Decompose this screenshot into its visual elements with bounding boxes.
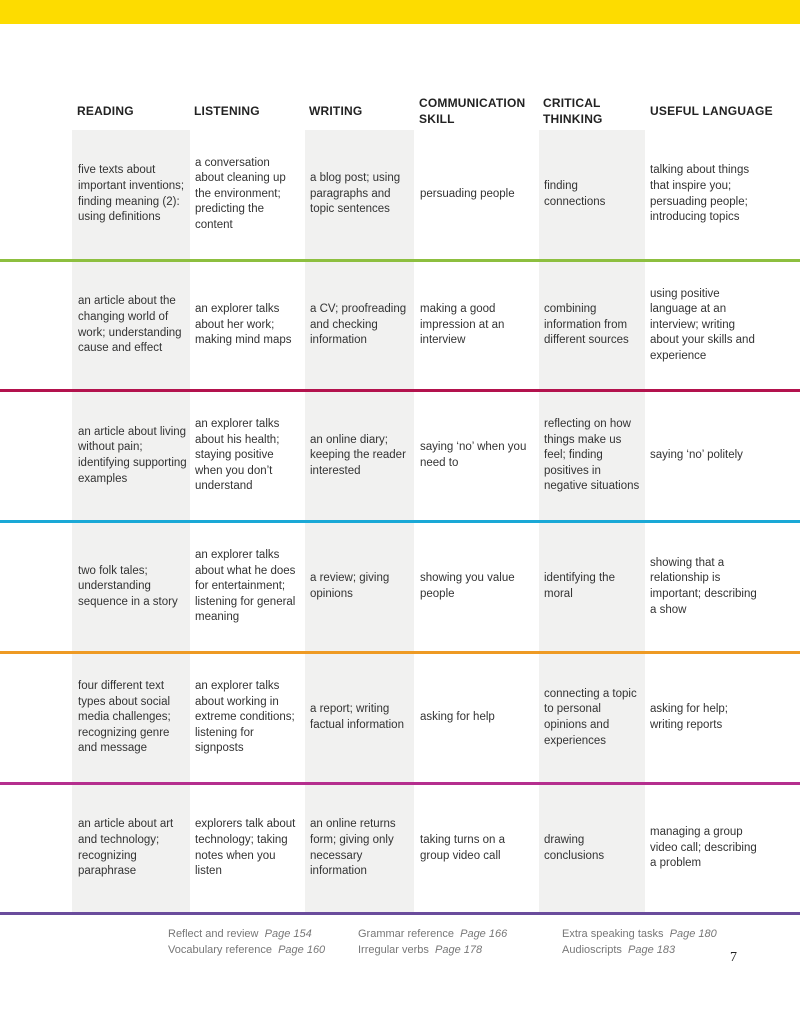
table-row (0, 130, 800, 259)
footer-reference-group (358, 926, 507, 958)
cell-reading: two folk tales; understanding sequence in a story (78, 564, 178, 608)
cell-listening: an explorer talks about what he does for entertainment; listening for general meaning (195, 549, 296, 624)
cell-useful-language: saying ‘no’ politely (650, 449, 743, 462)
footer-reference[interactable]: Irregular verbs Page 178 (358, 944, 483, 956)
cell-writing: a CV; proofreading and checking information (310, 303, 407, 347)
cell-useful-language: showing that a relationship is important; describing a show (650, 556, 757, 616)
cell-writing: an online diary; keeping the reader interested (310, 433, 406, 477)
table-row (0, 654, 800, 782)
footer-reference[interactable]: Vocabulary reference Page 160 (168, 944, 326, 956)
cell-communication-skill: taking turns on a group video call (420, 833, 506, 862)
cell-reading: an article about the changing world of work; understanding cause and effect (78, 295, 182, 355)
footer-reference[interactable]: Extra speaking tasks Page 180 (562, 928, 717, 940)
cell-useful-language: using positive language at an interview; writing about your skills and experience (650, 287, 755, 362)
header-critical-thinking: CRITICAL THINKING (543, 96, 603, 126)
cell-useful-language: asking for help; writing reports (650, 703, 728, 731)
cell-critical-thinking: combining information from different sources (544, 303, 629, 347)
cell-critical-thinking: drawing conclusions (544, 833, 605, 862)
cell-communication-skill: showing you value people (420, 572, 515, 600)
cell-communication-skill: making a good impression at an interview (420, 303, 505, 347)
cell-critical-thinking: finding connections (544, 179, 606, 208)
cell-useful-language: managing a group video call; describing a problem (650, 826, 757, 870)
table-row (0, 262, 800, 389)
page-number: 7 (730, 950, 737, 965)
row-divider (0, 912, 800, 915)
cell-writing: a report; writing factual information (310, 703, 404, 731)
cell-listening: an explorer talks about his health; staying positive when you don’t understand (195, 418, 280, 493)
table-row (0, 392, 800, 520)
top-accent-bar (0, 0, 800, 24)
cell-writing: an online returns form; giving only necessary information (310, 818, 396, 878)
cell-communication-skill: saying ‘no’ when you need to (420, 441, 527, 469)
footer-reference[interactable]: Audioscripts Page 183 (562, 944, 676, 956)
cell-useful-language: talking about things that inspire you; persuading people; introducing topics (650, 164, 750, 224)
cell-listening: an explorer talks about working in extreme conditions; listening for signposts (195, 680, 295, 755)
cell-critical-thinking: connecting a topic to personal opinions and experiences (544, 687, 637, 747)
footer-reference-group (168, 926, 325, 958)
cell-reading: an article about living without pain; identifying supporting examples (78, 425, 187, 485)
cell-critical-thinking: identifying the moral (544, 572, 615, 600)
footer-reference-group (562, 926, 717, 958)
footer-reference[interactable]: Reflect and review Page 154 (168, 928, 312, 940)
cell-reading: four different text types about social media challenges; recognizing genre and message (78, 680, 171, 755)
cell-critical-thinking: reflecting on how things make us feel; finding positives in negative situations (544, 418, 640, 493)
cell-reading: five texts about important inventions; finding meaning (2): using definitions (78, 164, 185, 224)
table-row (0, 523, 800, 651)
header-listening: LISTENING (194, 104, 260, 118)
cell-reading: an article about art and technology; recognizing paraphrase (78, 818, 174, 878)
cell-communication-skill: persuading people (420, 187, 515, 200)
cell-listening: explorers talk about technology; taking notes when you listen (195, 818, 296, 878)
cell-listening: an explorer talks about her work; making mind maps (195, 303, 292, 347)
cell-communication-skill: asking for help (420, 711, 495, 724)
header-reading: READING (77, 104, 134, 118)
header-useful-language: USEFUL LANGUAGE (650, 104, 773, 118)
cell-listening: a conversation about cleaning up the environment; predicting the content (195, 156, 286, 231)
table-row (0, 785, 800, 912)
cell-writing: a review; giving opinions (310, 572, 390, 600)
cell-writing: a blog post; using paragraphs and topic sentences (310, 172, 401, 216)
header-communication-skill: COMMUNICATION SKILL (419, 96, 526, 126)
header-writing: WRITING (309, 104, 363, 118)
footer-reference[interactable]: Grammar reference Page 166 (358, 928, 508, 940)
